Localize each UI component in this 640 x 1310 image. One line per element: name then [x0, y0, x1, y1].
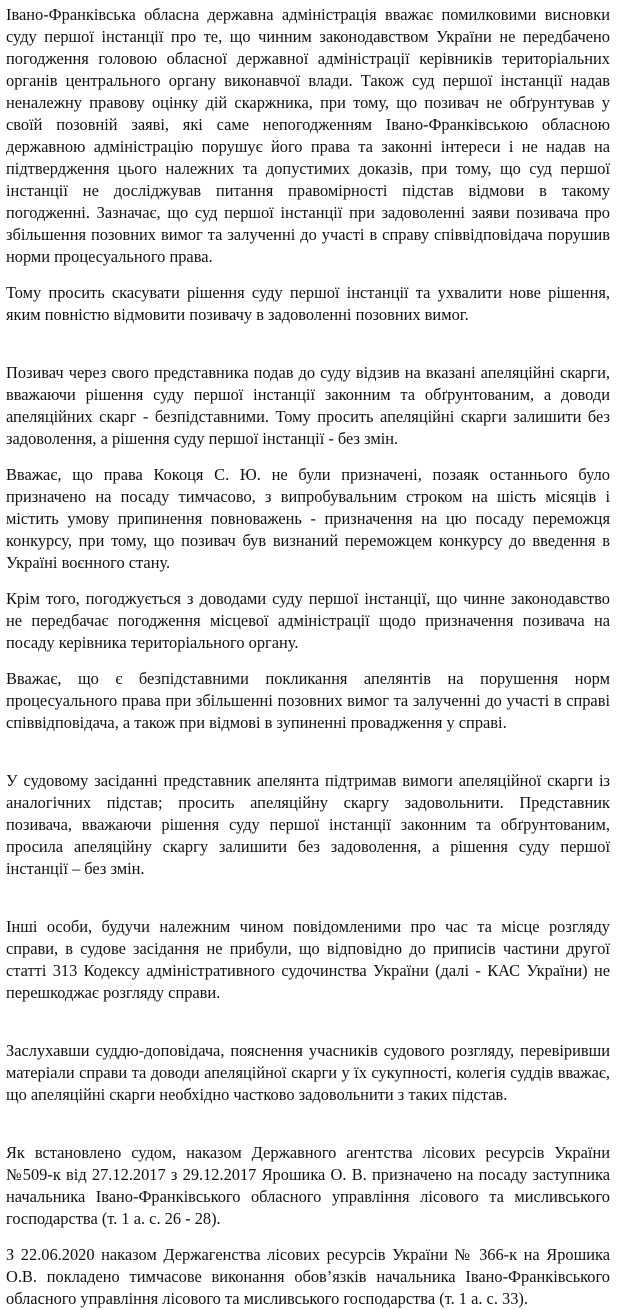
- paragraph-agreement: Крім того, погоджується з доводами суду першої інстанції, що чинне законодавство не передбачає погодження місцевої адміністрації щодо призначення позивача на посаду керівника територіального органу.: [6, 589, 610, 652]
- paragraph-procedural-claims: Вважає, що є безпідставними покликання апелянтів на порушення норм процесуального права при збільшенні позовних вимог та залученні до участі в справі співвідповідача, а також при відмові в зупиненні провадження у справі.: [6, 669, 610, 732]
- paragraph-appeal-arguments: Івано-Франківська обласна державна адміністрація вважає помилковими висновки суду першої інстанції про те, що чинним законодавством України не передбачено погодження головою обласної державної адміністрації керівників територіальних органів центрального органу виконавчої влади. Також суд першої інстанції надав неналежну правову оцінку дій скаржника, при тому, що позивач не обґрунтував у своїй позовній заяві, які саме непогодженням Івано-Франківською обласною державною адміністрацію порушує його права та законні інтереси і не надав на підтвердження цього належних та допустимих доказів, при тому, що суд першої інстанції не досліджував питання правомірності підстав відмови в такому погодженні. Зазначає, що суд першої інстанції при задоволенні заяви позивача про збільшення позовних вимог та залученні до участі в справу співвідповідача порушив норми процесуального права.: [6, 5, 610, 266]
- paragraph-appointment-rights: Вважає, що права Кокоця С. Ю. не були призначені, позаяк останнього було призначено на посаду тимчасово, з випробувальним строком на шість місяців і містить умову припинення повноважень - призначення на цю посаду переможця конкурсу, при тому, що позивач був визнаний переможцем конкурсу до введення в Україні воєнного стану.: [6, 465, 610, 572]
- paragraph-appeal-request: Тому просить скасувати рішення суду першої інстанції та ухвалити нове рішення, яким повністю відмовити позивачу в задоволенні позовних вимог.: [6, 283, 610, 324]
- paragraph-plaintiff-response: Позивач через свого представника подав до суду відзив на вказані апеляційні скарги, вважаючи рішення суду першої інстанції законним та обґрунтованим, а доводи апеляційних скарг - безпідставними. Тому просить апеляційні скарги залишити без задоволення, а рішення суду першої інстанції - без змін.: [6, 363, 610, 448]
- paragraph-established-facts: Як встановлено судом, наказом Державного агентства лісових ресурсів України №509-к від 27.12.2017 з 29.12.2017 Ярошика О. В. призначено на посаду заступника начальника Івано-Франківського обласного управління лісового та мисливського господарства (т. 1 а. с. 26 - 28).: [6, 1143, 610, 1228]
- paragraph-temporary-duties: З 22.06.2020 наказом Держагенства лісових ресурсів України № 366-к на Ярошика О.В. покладено тимчасове виконання обов’язків начальника Івано-Франківського обласного управління лісового та мисливського господарства (т. 1 а. с. 33).: [6, 1245, 610, 1308]
- paragraph-panel-conclusion: Заслухавши суддю-доповідача, пояснення учасників судового розгляду, перевіривши матеріали справи та доводи апеляційної скарги у їх сукупності, колегія суддів вважає, що апеляційні скарги необхідно частково задовольнити з таких підстав.: [6, 1041, 610, 1104]
- paragraph-court-hearing: У судовому засіданні представник апелянта підтримав вимоги апеляційної скарги із аналогічних підстав; просить апеляційну скаргу задовольнити. Представник позивача, вважаючи рішення суду першої інстанції законним та обґрунтованим, просила апеляційну скаргу залишити без задоволення, а рішення суду першої інстанції – без змін.: [6, 771, 610, 878]
- document-body: [6, 4, 610, 1310]
- paragraph-other-persons: Інші особи, будучи належним чином повідомленими про час та місце розгляду справи, в судове засідання не прибули, що відповідно до приписів частини другої статті 313 Кодексу адміністративного судочинства України (далі - КАС України) не перешкоджає розгляду справи.: [6, 917, 610, 1002]
